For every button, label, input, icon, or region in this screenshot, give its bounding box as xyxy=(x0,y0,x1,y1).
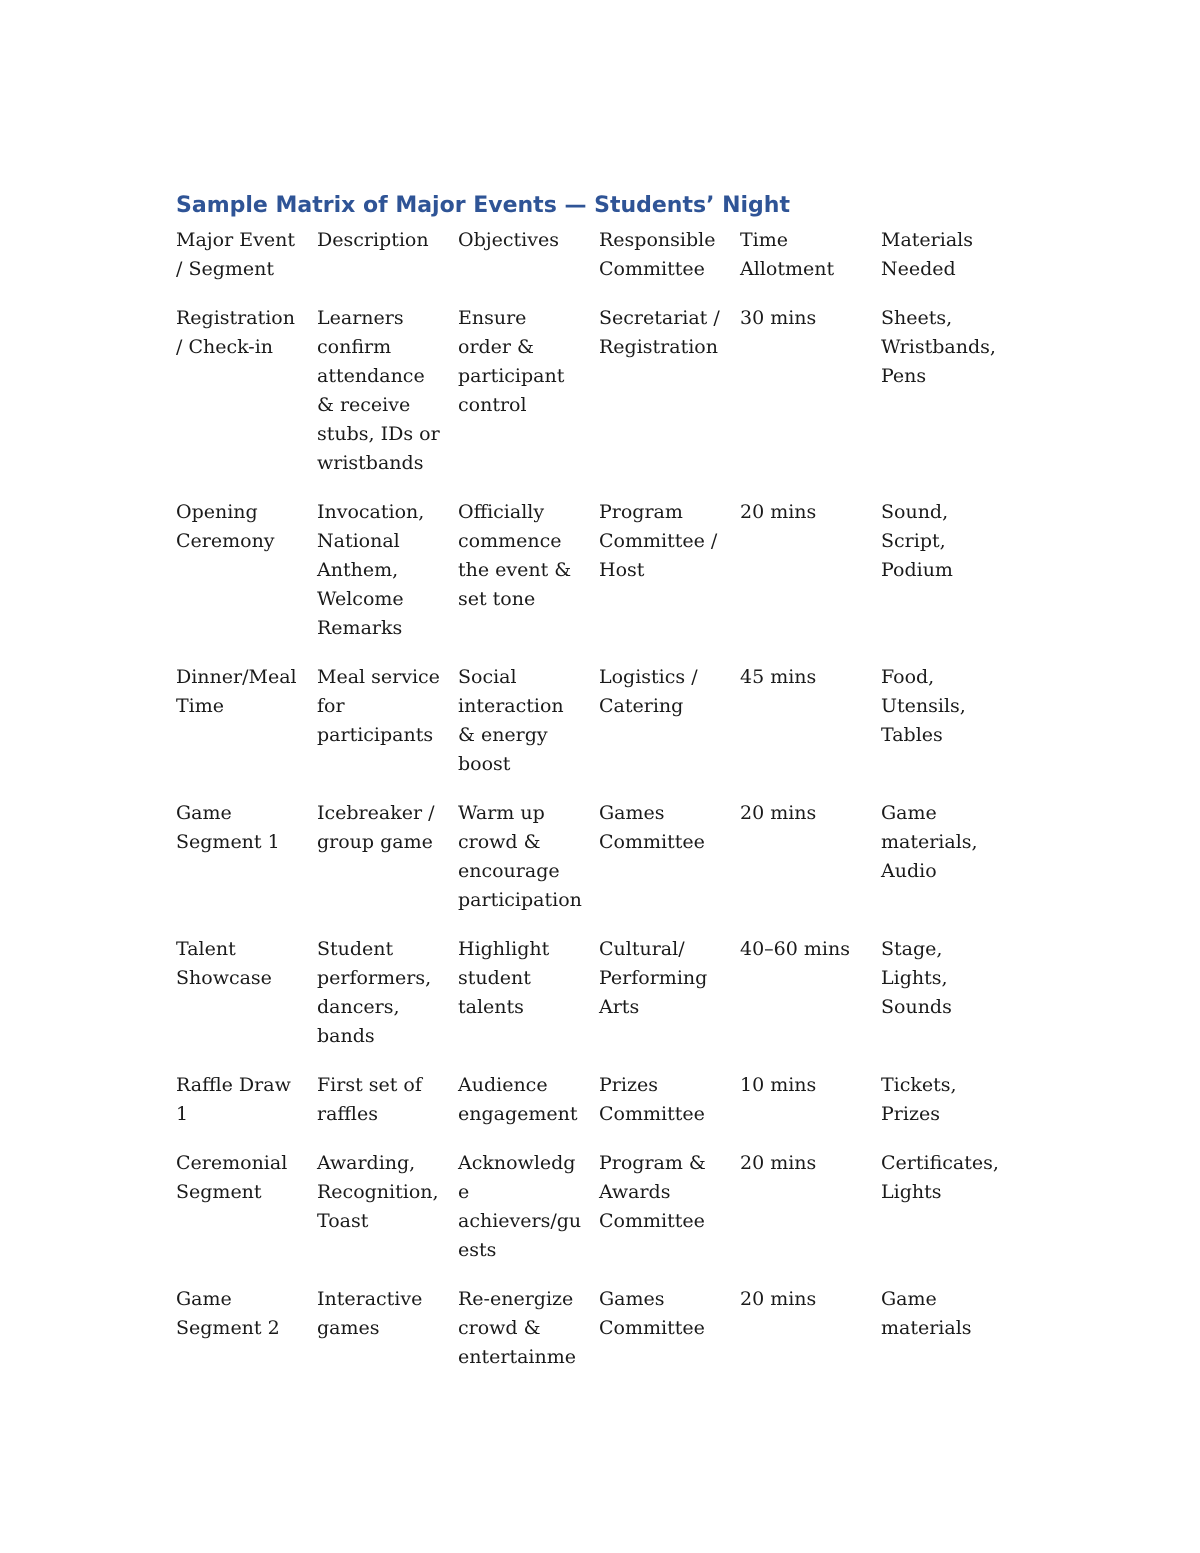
table-row xyxy=(169,663,1019,799)
cell-major-event: Registration / Check-in xyxy=(176,307,295,358)
cell-materials-needed: Game materials xyxy=(881,1288,972,1339)
cell-materials-needed: Sound, Script, Podium xyxy=(881,501,953,581)
cell-major-event: Game Segment 2 xyxy=(176,1288,280,1339)
cell-description: Icebreaker / group game xyxy=(317,802,435,853)
table-row xyxy=(169,799,1019,935)
table-row xyxy=(169,304,1019,498)
cell-responsible-committee: Games Committee xyxy=(599,1288,705,1339)
cell-major-event: Opening Ceremony xyxy=(176,501,275,552)
cell-major-event: Ceremonial Segment xyxy=(176,1152,288,1203)
cell-responsible-committee: Prizes Committee xyxy=(599,1074,705,1125)
header-responsible-committee: Responsible Committee xyxy=(599,229,716,280)
cell-time-allotment: 30 mins xyxy=(740,307,817,329)
header-objectives: Objectives xyxy=(458,229,559,251)
table-header-row xyxy=(169,226,1019,304)
table-row xyxy=(169,935,1019,1071)
table-row xyxy=(169,1149,1019,1285)
cell-materials-needed: Tickets, Prizes xyxy=(881,1074,957,1125)
header-materials-needed: Materials Needed xyxy=(881,229,973,280)
cell-materials-needed: Stage, Lights, Sounds xyxy=(881,938,952,1018)
cell-description: Student performers, dancers, bands xyxy=(317,938,432,1047)
cell-objectives: Re-energize crowd & entertainme xyxy=(458,1288,576,1368)
cell-objectives: Highlight student talents xyxy=(458,938,550,1018)
table-row xyxy=(169,1071,1019,1149)
cell-responsible-committee: Secretariat / Registration xyxy=(599,307,720,358)
cell-materials-needed: Sheets, Wristbands, Pens xyxy=(881,307,996,387)
document-title: Sample Matrix of Major Events — Students’ Night xyxy=(176,193,790,218)
cell-major-event: Game Segment 1 xyxy=(176,802,280,853)
cell-time-allotment: 10 mins xyxy=(740,1074,817,1096)
cell-time-allotment: 20 mins xyxy=(740,1152,817,1174)
cell-description: Awarding, Recognition, Toast xyxy=(317,1152,439,1232)
cell-responsible-committee: Games Committee xyxy=(599,802,705,853)
cell-time-allotment: 20 mins xyxy=(740,802,817,824)
cell-objectives: Ensure order & participant control xyxy=(458,307,565,416)
cell-objectives: Warm up crowd & encourage participation xyxy=(458,802,582,911)
cell-description: Invocation, National Anthem, Welcome Remarks xyxy=(317,501,425,639)
header-time-allotment: Time Allotment xyxy=(740,229,835,280)
cell-description: Meal service for participants xyxy=(317,666,440,746)
cell-major-event: Talent Showcase xyxy=(176,938,272,989)
cell-responsible-committee: Cultural/ Performing Arts xyxy=(599,938,708,1018)
cell-objectives: Audience engagement xyxy=(458,1074,578,1125)
cell-responsible-committee: Program Committee / Host xyxy=(599,501,718,581)
cell-major-event: Dinner/Meal Time xyxy=(176,666,297,717)
cell-materials-needed: Food, Utensils, Tables xyxy=(881,666,966,746)
cell-time-allotment: 20 mins xyxy=(740,1288,817,1310)
cell-major-event: Raffle Draw 1 xyxy=(176,1074,291,1125)
cell-responsible-committee: Logistics / Catering xyxy=(599,666,698,717)
header-major-event: Major Event / Segment xyxy=(176,229,295,280)
cell-time-allotment: 40–60 mins xyxy=(740,938,850,960)
cell-time-allotment: 20 mins xyxy=(740,501,817,523)
cell-materials-needed: Certificates, Lights xyxy=(881,1152,999,1203)
table-row xyxy=(169,1285,1019,1392)
cell-objectives: Social interaction & energy boost xyxy=(458,666,564,775)
cell-objectives: Acknowledge achievers/guests xyxy=(458,1152,582,1261)
cell-materials-needed: Game materials, Audio xyxy=(881,802,978,882)
cell-description: Learners confirm attendance & receive stubs, IDs or wristbands xyxy=(317,307,440,474)
header-description: Description xyxy=(317,229,429,251)
cell-description: Interactive games xyxy=(317,1288,423,1339)
cell-responsible-committee: Program & Awards Committee xyxy=(599,1152,706,1232)
events-matrix-table xyxy=(169,226,1019,1392)
cell-objectives: Officially commence the event & set tone xyxy=(458,501,572,610)
cell-time-allotment: 45 mins xyxy=(740,666,817,688)
table-row xyxy=(169,498,1019,663)
cell-description: First set of raffles xyxy=(317,1074,422,1125)
